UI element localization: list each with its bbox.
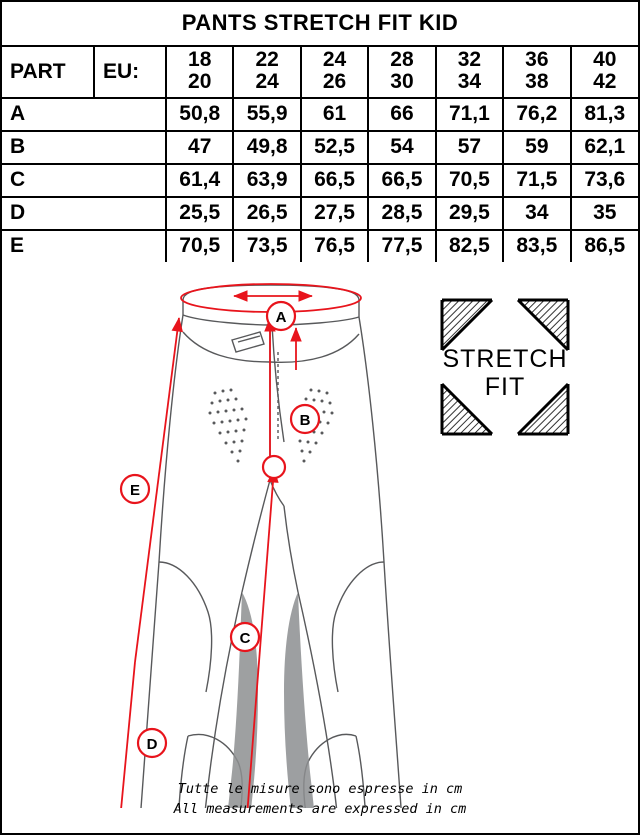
pants-diagram xyxy=(2,262,638,833)
cell-b-3: 52,5 xyxy=(301,131,368,164)
cell-e-6: 83,5 xyxy=(503,230,570,262)
header-part: PART xyxy=(2,47,94,98)
cell-e-1: 70,5 xyxy=(166,230,233,262)
table-row xyxy=(2,230,638,262)
cell-c-5: 70,5 xyxy=(436,164,503,197)
table-header-row xyxy=(2,47,638,98)
note-english: All measurements are expressed in cm xyxy=(173,800,467,817)
svg-text:STRETCH: STRETCH xyxy=(442,345,568,374)
marker-b xyxy=(291,405,319,433)
size-bottom-5: 34 xyxy=(457,70,482,94)
measurement-lines xyxy=(102,284,361,808)
cell-a-2: 55,9 xyxy=(233,98,300,131)
row-label-a: A xyxy=(2,98,166,131)
size-bottom-4: 30 xyxy=(390,70,414,94)
cell-e-7: 86,5 xyxy=(584,234,626,258)
cell-d-6: 34 xyxy=(503,197,570,230)
size-table xyxy=(2,47,638,262)
svg-text:C: C xyxy=(239,630,251,648)
marker-d xyxy=(138,729,166,757)
svg-text:E: E xyxy=(129,482,141,500)
size-top-2: 22 xyxy=(255,48,279,71)
cell-a-4: 66 xyxy=(368,98,435,131)
header-size-col-5 xyxy=(436,47,503,98)
cell-a-6: 76,2 xyxy=(503,98,570,131)
size-top-1: 18 xyxy=(188,48,212,71)
cell-c-4: 66,5 xyxy=(368,164,435,197)
cell-b-2: 49,8 xyxy=(233,131,300,164)
measurement-notes xyxy=(2,779,638,820)
header-size-col-3 xyxy=(301,47,368,98)
svg-text:B: B xyxy=(299,412,311,430)
size-bottom-1: 20 xyxy=(188,70,212,94)
cell-d-4: 28,5 xyxy=(368,197,435,230)
cell-e-3: 76,5 xyxy=(301,230,368,262)
note-italian: Tutte le misure sono espresse in cm xyxy=(177,780,463,797)
cell-c-3: 66,5 xyxy=(301,164,368,197)
table-row xyxy=(2,164,638,197)
cell-e-4: 77,5 xyxy=(368,230,435,262)
row-label-e: E xyxy=(2,230,166,262)
marker-e xyxy=(121,475,149,503)
cell-d-1: 25,5 xyxy=(166,197,233,230)
row-label-b: B xyxy=(2,131,166,164)
cell-d-7: 35 xyxy=(571,197,638,230)
cell-a-3: 61 xyxy=(301,98,368,131)
svg-text:D: D xyxy=(146,736,158,754)
size-top-3: 24 xyxy=(322,48,347,71)
cell-c-6: 71,5 xyxy=(503,164,570,197)
svg-text:A: A xyxy=(275,309,287,327)
cell-e-2: 73,5 xyxy=(233,230,300,262)
size-bottom-3: 26 xyxy=(322,70,347,94)
cell-d-2: 26,5 xyxy=(233,197,300,230)
page-title: PANTS STRETCH FIT KID xyxy=(2,2,638,47)
cell-b-5: 57 xyxy=(436,131,503,164)
stretch-fit-badge xyxy=(442,300,568,434)
cell-a-1: 50,8 xyxy=(166,98,233,131)
cell-c-2: 63,9 xyxy=(233,164,300,197)
cell-a-5: 71,1 xyxy=(436,98,503,131)
header-eu: EU: xyxy=(94,47,166,98)
header-size-col-1 xyxy=(166,47,233,98)
table-row xyxy=(2,131,638,164)
row-label-c: C xyxy=(2,164,166,197)
cell-b-6: 59 xyxy=(503,131,570,164)
header-size-col-4 xyxy=(368,47,435,98)
cell-a-7: 81,3 xyxy=(571,98,638,131)
size-top-5: 32 xyxy=(457,48,482,71)
size-top-4: 28 xyxy=(390,48,414,71)
cell-b-4: 54 xyxy=(368,131,435,164)
marker-a xyxy=(267,302,295,330)
cell-b-1: 47 xyxy=(166,131,233,164)
size-bottom-7: 42 xyxy=(593,70,617,94)
header-size-col-6 xyxy=(503,47,570,98)
row-label-d: D xyxy=(2,197,166,230)
size-bottom-6: 38 xyxy=(525,70,549,94)
size-top-7: 40 xyxy=(593,48,617,71)
crotch-node xyxy=(263,456,285,478)
cell-b-7: 62,1 xyxy=(571,131,638,164)
cell-c-1: 61,4 xyxy=(166,164,233,197)
table-row xyxy=(2,197,638,230)
size-top-6: 36 xyxy=(525,48,549,71)
cell-e-5: 82,5 xyxy=(436,230,503,262)
cell-d-3: 27,5 xyxy=(301,197,368,230)
header-size-col-2 xyxy=(233,47,300,98)
size-bottom-2: 24 xyxy=(255,70,279,94)
header-size-col-7 xyxy=(571,47,638,98)
table-row xyxy=(2,98,638,131)
marker-c xyxy=(231,623,259,651)
pants-illustration xyxy=(136,285,408,808)
cell-c-7: 73,6 xyxy=(571,164,638,197)
cell-d-5: 29,5 xyxy=(436,197,503,230)
svg-text:FIT: FIT xyxy=(484,373,526,402)
